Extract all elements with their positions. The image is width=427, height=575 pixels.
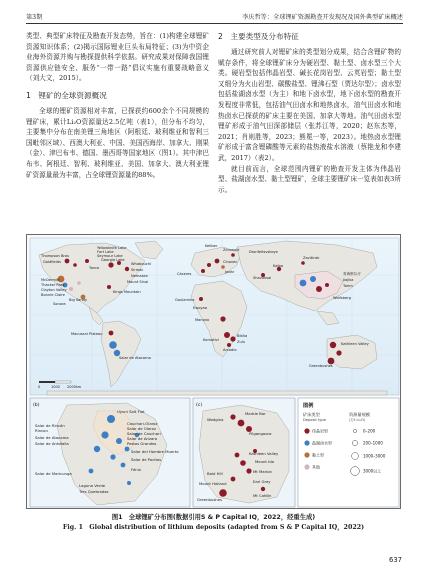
scale-1000: 1000 [51,385,60,389]
left-column [26,31,209,180]
main-map-panel [30,238,399,395]
label-4: Whabouchi [131,262,152,266]
legend-item-0: 伟晶岩型 [312,428,328,434]
label-36: Arcadia [223,348,237,352]
label-c-10: Earl Grey [253,479,271,484]
label-28: Macusani Plateau [71,332,103,336]
label-47: 青海察尔汗 [343,272,361,276]
legend-item-2: 黏土型 [312,452,324,458]
label-15: Jadar [225,270,235,274]
label-37: Kathleen Valley [341,342,369,346]
legend-swatch-clay [304,452,309,457]
label-49: Tarim [343,284,353,288]
page-number: 637 [389,556,402,564]
label-32: Manono [195,318,210,322]
section-2-title: 2 主要类型及分布特征 [218,32,299,41]
label-25: Bonnie Claire [41,293,65,297]
label-b-5: Salar de Arizaro [127,436,158,441]
section-1-title: 1 锂矿的全球资源概况 [26,90,107,100]
section-2-paragraph-2: 就目前而言，全球范围内锂矿的勘查开发主体为伟晶岩型、盐湖卤水型、黏土型锂矿，全球主要锂矿床一览表如表3所示。 [218,164,401,194]
legend-title: 图例 [303,403,314,409]
label-c-6: Bald Hill [207,471,223,476]
legend-size-3-label: 3000以上 [363,468,382,474]
label-17: Dronfeltsvskoye [249,250,278,254]
label-1: Fort Lake [97,250,114,254]
legend-type-header-en: Deposit type [303,418,326,422]
panel-b-label: (b) [33,403,40,408]
label-18: Shavaksai [253,276,272,280]
legend-item-3: 其他 [312,464,320,470]
label-50: Wolfsberg [333,296,351,300]
label-34: Bikita [237,334,248,338]
header-rule [26,23,403,24]
label-b-14: Salar de Antofalla [35,441,69,446]
legend-size-header-en: (万t Li₂O) [349,418,366,422]
label-38: Greenbushes [309,364,333,368]
legend-swatch-pegmatite [304,428,309,433]
label-c-9: Mt Cattlin [253,493,272,498]
legend-size-0: 0–200 [363,428,376,434]
label-3: Georgia Lake [101,258,125,262]
world-map-svg [27,235,401,509]
figure-caption-chinese: 图1 全球锂矿分布图(数据引用S & P Capital IQ，2022，经重生成) [111,514,316,521]
label-23: Thacker Pass [41,283,65,287]
label-c-5: Mt Marion [253,469,272,474]
label-2: Seymour Lake [97,254,123,258]
scale-0: 0 [38,385,41,389]
label-21: Kings Mountain [113,290,141,294]
legend-size-1-label: 200–1000 [363,440,383,446]
label-b-8: Salar de Maricunga [35,471,72,476]
label-c-4: Mount Ida [255,459,274,464]
panel-b [30,398,190,507]
legend-size-2-label: 1000–3000 [363,453,386,459]
label-b-0: Uyuni Salt Flat [117,409,145,414]
label-20: Kalba [273,264,283,268]
label-b-4: Salar de Cauchari [127,431,161,436]
label-29: Salar de Atacama [119,356,151,360]
section-2-paragraph-1: 通过研究前人对锂矿床的类型划分成果，结合含锂矿物的赋存条件，将全球锂矿床分为硬岩型、黏土型、卤水型三个大类。硬岩型包括伟晶岩型、碱长花岗岩型、云英岩型；黏土型又细分为火山岩型、碳酸盐型、锂沸石型（贾达尔型）；卤水型包括盐湖卤水型（为主）和地下卤水型，地下卤水型的勘查开发程度非常低，包括油气田卤水和地热卤水，油气田卤水和地热卤水已探获的矿床主要在美国、加拿大等地。油气田卤水型锂矿形成于油气田深部储层（张苏江等，2020；赵东杰等，2021；肖则胜等，2023；熊冕一等，2023）。地热卤水型锂矿形成于富含锂磷酸等元素的盐热液盐水溶液（蔡艳龙和李建武，2017）（表2）。 [218,48,401,162]
label-22: McDermitt [41,278,60,282]
label-c-3: Kathleen Valley [249,451,279,456]
label-c-7: Mount Holland [199,481,227,486]
legend-panel [298,398,399,507]
label-19: Zavitinsk [303,256,320,260]
label-16: Keliber [205,244,218,248]
label-10: Nemaska [131,274,148,278]
section-1-paragraph: 全球的锂矿资源相对丰富，已探获约600余个不同规模的锂矿床，累计Li₂O资源量达2.5亿吨（表1），但分布不均匀，主要集中分布在南美锂三角地区（阿根廷、玻利维亚和智利三国毗邻区域）、西澳大利亚、中国、美国西海岸、加拿大、刚果（金）、津巴布韦、德国、墨西哥等国家地区（图1）。其中津巴布韦、阿根廷、智利、玻利维亚、美国、加拿大、澳大利亚锂矿资源量最为丰富，占全球锂资源量的88%。 [26,106,209,179]
legend-type-header: 矿床类型 [303,412,320,417]
label-c-0: Marble Bar [245,411,266,416]
label-b-9: Salar de Pocitos [131,457,162,462]
label-12: Zinnwald [223,248,240,252]
label-b-15: Fénix [131,467,142,472]
label-c-8: Greenbushes [197,497,223,502]
label-b-3: Salar de Olaroz [127,426,157,431]
legend-size-header: 资源量规模 [349,412,370,417]
label-b-11: Tres Quebradas [79,489,109,494]
scale-2000: 2000km [67,385,82,389]
label-11: Mount Sinai [127,280,149,284]
right-column [218,31,401,195]
label-33: Kamativi [203,338,219,342]
label-c-1: Wodgina [207,417,224,422]
label-b-2: Cauchari-Olaroz [127,421,158,426]
label-14: Cáceres [177,272,192,276]
label-24: Clayton Valley [41,288,67,292]
legend-swatch-other [304,464,309,469]
label-7: Thompson Bros [41,254,69,258]
label-b-13: Rincon [35,428,48,433]
legend-swatch-brine [304,440,309,445]
label-48: Jiajika [343,278,354,282]
panel-c [193,398,295,507]
label-9: Tanco [89,266,100,270]
running-header [26,10,403,22]
label-13: Cínovec [223,260,238,264]
label-31: Ewoyaa [193,306,207,310]
label-b-6: Pastos Grandes [127,441,157,446]
label-b-7: Salar de Atacama [35,435,69,440]
running-title: 李庆哲等：全球锂矿资源勘查开发现况及国外典型矿床概述 [242,13,403,21]
label-b-1: Salar del Hombre Muerto [131,449,179,454]
label-5: Sirmac [131,268,144,272]
intro-paragraph: 类型、典型矿床特征及勘查开发态势，旨在：(1)构建全球锂矿资源知识体系；(2)揭示国际锂业巨头布局特征；(3)为中资企业海外资源并购与勘探提供科学依据。研究成果对保障我国锂资源供应链安全、服务“一带一路”倡议实施有重要战略意义（刘大文，2015）。 [26,32,209,83]
label-26: Big Sandy [69,298,88,302]
label-c-2: Pilgangoora [249,431,272,436]
panel-c-label: (c) [196,403,203,408]
figure-lithium-map [26,234,401,509]
label-30: Goulamina [175,298,195,302]
label-27: Sonora [53,302,66,306]
label-8: Goldfields [43,260,61,264]
label-0: Yellowknife Lake [97,246,127,250]
antarctica-shape [47,391,387,395]
label-b-12: Salar de Rincón [35,423,65,428]
legend-item-1: 盐湖卤水型 [312,440,332,446]
figure-caption-english: Fig. 1 Global distribution of lithium deposits (adapted from S & P Capital IQ，2022) [62,524,365,531]
label-b-10: Laguna Verde [79,483,106,488]
label-35: Zulu [237,340,246,344]
issue-number: 第3期 [26,13,43,21]
